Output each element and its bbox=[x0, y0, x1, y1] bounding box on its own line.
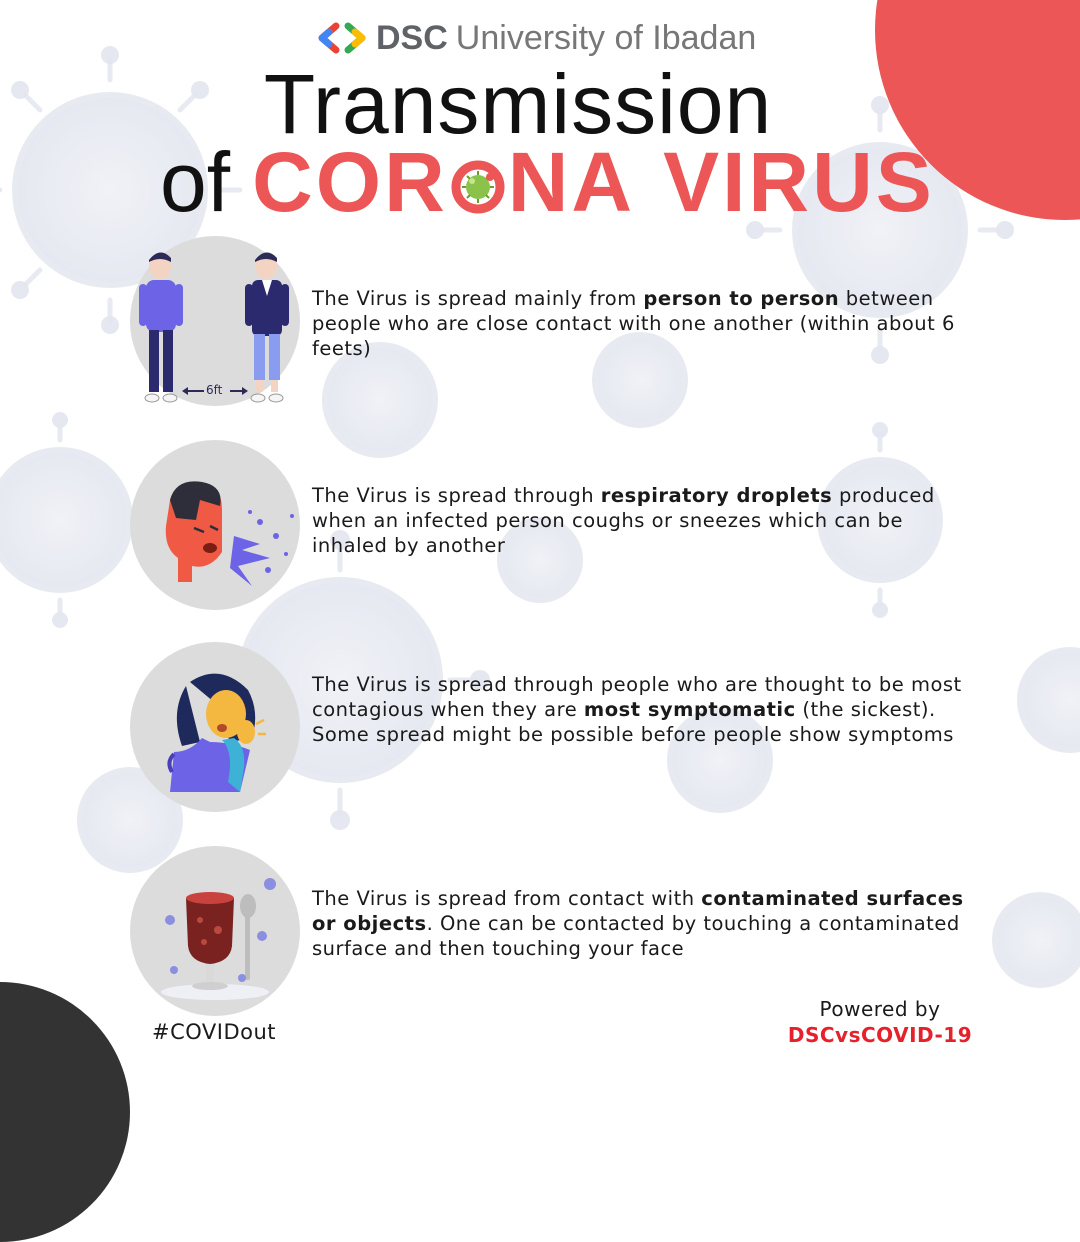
text-3-before: The Virus is spread through people who are thought to be most contagious when they are bbox=[312, 673, 962, 721]
sick-person-illustration bbox=[130, 642, 300, 812]
dsc-logo-icon bbox=[316, 18, 368, 58]
person-distance-illustration bbox=[130, 236, 300, 406]
text-1-before: The Virus is spread mainly from bbox=[312, 287, 644, 310]
brand-header bbox=[316, 18, 756, 58]
text-2-after: produced when an infected person coughs or sneezes which can be inhaled by another bbox=[312, 484, 935, 557]
contaminated-cup-icon bbox=[130, 846, 300, 1016]
text-2-bold: respiratory droplets bbox=[600, 484, 833, 507]
virus-o-icon bbox=[450, 155, 506, 215]
text-4-bold: contaminated surfaces or objects bbox=[312, 887, 964, 935]
title-corona-start: COR bbox=[252, 135, 448, 229]
brand-name: University of Ibadan bbox=[455, 18, 757, 57]
title-corona-end: NA bbox=[507, 135, 636, 229]
transmission-text-2 bbox=[312, 483, 972, 558]
coughing-woman-icon bbox=[130, 642, 300, 812]
text-2-before: The Virus is spread through bbox=[312, 484, 601, 507]
text-3-after: (the sickest). Some spread might be possible before people show symptoms bbox=[312, 698, 954, 746]
text-4-before: The Virus is spread from contact with bbox=[312, 887, 702, 910]
title-of: of bbox=[160, 135, 231, 229]
text-4-after: . One can be contacted by touching a contaminated surface and then touching your face bbox=[312, 912, 960, 960]
sneeze-illustration bbox=[130, 440, 300, 610]
transmission-text-1 bbox=[312, 286, 972, 361]
transmission-text-4 bbox=[312, 886, 972, 961]
sneezing-face-icon bbox=[130, 440, 300, 610]
title-virus: VIRUS bbox=[663, 135, 935, 229]
page-title-line1: Transmission bbox=[263, 57, 773, 151]
two-people-icon bbox=[130, 236, 300, 406]
transmission-text-3 bbox=[312, 672, 972, 747]
distance-label: 6ft bbox=[206, 383, 223, 397]
powered-by-block bbox=[760, 996, 1000, 1048]
text-3-bold: most symptomatic bbox=[583, 698, 796, 721]
powered-by-label: Powered by bbox=[819, 997, 941, 1021]
brand-short: DSC bbox=[376, 18, 448, 57]
hashtag: #COVIDout bbox=[152, 1020, 277, 1044]
page-title-line2 bbox=[160, 134, 935, 231]
contaminated-objects-illustration bbox=[130, 846, 300, 1016]
text-1-bold: person to person bbox=[643, 287, 840, 310]
powered-by-brand: DSCvsCOVID-19 bbox=[787, 1023, 973, 1047]
text-1-after: between people who are close contact with one another (within about 6 feets) bbox=[312, 287, 955, 360]
